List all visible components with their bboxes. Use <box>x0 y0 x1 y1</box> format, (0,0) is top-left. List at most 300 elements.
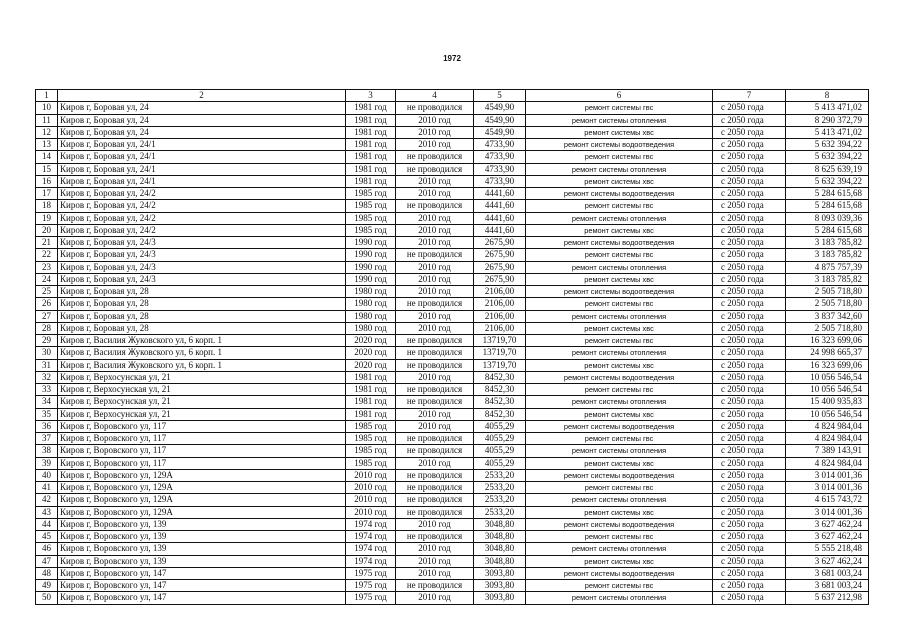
cell-planned-period: с 2050 года <box>713 433 786 445</box>
cell-area: 2106,00 <box>474 286 526 298</box>
cell-address: Киров г, Боровая ул, 24/3 <box>58 249 346 261</box>
cell-row-number: 31 <box>36 359 58 371</box>
cell-planned-period: с 2050 года <box>713 261 786 273</box>
cell-cost: 3 183 785,82 <box>786 237 869 249</box>
cell-construction-year: 1981 год <box>346 151 396 163</box>
cell-row-number: 43 <box>36 506 58 518</box>
cell-address: Киров г, Боровая ул, 24 <box>58 126 346 138</box>
cell-construction-year: 2020 год <box>346 335 396 347</box>
cell-cost: 8 290 372,79 <box>786 114 869 126</box>
cell-cost: 4 824 984,04 <box>786 457 869 469</box>
cell-cost: 5 632 394,22 <box>786 139 869 151</box>
cell-planned-period: с 2050 года <box>713 592 786 604</box>
cell-work-type: ремонт системы водоотведения <box>526 567 713 579</box>
cell-row-number: 47 <box>36 555 58 567</box>
cell-work-type: ремонт системы хвс <box>526 224 713 236</box>
cell-row-number: 21 <box>36 237 58 249</box>
cell-area: 4055,29 <box>474 420 526 432</box>
cell-last-repair-year: 2010 год <box>396 212 474 224</box>
cell-planned-period: с 2050 года <box>713 543 786 555</box>
cell-construction-year: 1981 год <box>346 114 396 126</box>
cell-cost: 2 505 718,80 <box>786 298 869 310</box>
cell-last-repair-year: 2010 год <box>396 188 474 200</box>
cell-row-number: 24 <box>36 273 58 285</box>
cell-planned-period: с 2050 года <box>713 224 786 236</box>
cell-construction-year: 1980 год <box>346 322 396 334</box>
table-row <box>36 555 869 567</box>
cell-cost: 8 625 639,19 <box>786 163 869 175</box>
cell-planned-period: с 2050 года <box>713 371 786 383</box>
cell-area: 2675,90 <box>474 273 526 285</box>
cell-construction-year: 1974 год <box>346 531 396 543</box>
cell-last-repair-year: не проводился <box>396 249 474 261</box>
cell-row-number: 50 <box>36 592 58 604</box>
table-row <box>36 445 869 457</box>
cell-row-number: 19 <box>36 212 58 224</box>
cell-construction-year: 1990 год <box>346 261 396 273</box>
cell-cost: 2 505 718,80 <box>786 322 869 334</box>
cell-construction-year: 1981 год <box>346 175 396 187</box>
cell-construction-year: 2010 год <box>346 469 396 481</box>
table-row <box>36 335 869 347</box>
cell-last-repair-year: 2010 год <box>396 567 474 579</box>
cell-cost: 8 093 039,36 <box>786 212 869 224</box>
cell-planned-period: с 2050 года <box>713 114 786 126</box>
cell-construction-year: 1985 год <box>346 445 396 457</box>
cell-address: Киров г, Воровского ул, 129А <box>58 494 346 506</box>
cell-address: Киров г, Воровского ул, 139 <box>58 518 346 530</box>
cell-construction-year: 1975 год <box>346 580 396 592</box>
cell-construction-year: 1985 год <box>346 188 396 200</box>
cell-construction-year: 1981 год <box>346 384 396 396</box>
cell-row-number: 16 <box>36 175 58 187</box>
cell-cost: 3 014 001,36 <box>786 506 869 518</box>
cell-planned-period: с 2050 года <box>713 494 786 506</box>
cell-work-type: ремонт системы гвс <box>526 151 713 163</box>
cell-last-repair-year: не проводился <box>396 102 474 114</box>
cell-row-number: 39 <box>36 457 58 469</box>
cell-construction-year: 1981 год <box>346 408 396 420</box>
cell-row-number: 15 <box>36 163 58 175</box>
cell-area: 2675,90 <box>474 237 526 249</box>
cell-construction-year: 1985 год <box>346 212 396 224</box>
table-header-row <box>36 90 869 102</box>
cell-work-type: ремонт системы хвс <box>526 506 713 518</box>
cell-area: 4733,90 <box>474 151 526 163</box>
cell-row-number: 23 <box>36 261 58 273</box>
table-row <box>36 286 869 298</box>
cell-construction-year: 1990 год <box>346 249 396 261</box>
cell-construction-year: 1985 год <box>346 433 396 445</box>
table-row <box>36 543 869 555</box>
cell-row-number: 26 <box>36 298 58 310</box>
column-header: 2 <box>58 90 346 102</box>
cell-row-number: 36 <box>36 420 58 432</box>
cell-address: Киров г, Боровая ул, 28 <box>58 322 346 334</box>
cell-work-type: ремонт системы отопления <box>526 261 713 273</box>
cell-planned-period: с 2050 года <box>713 518 786 530</box>
cell-address: Киров г, Боровая ул, 24/1 <box>58 139 346 151</box>
cell-planned-period: с 2050 года <box>713 420 786 432</box>
column-header: 6 <box>526 90 713 102</box>
cell-area: 4055,29 <box>474 445 526 457</box>
cell-work-type: ремонт системы гвс <box>526 482 713 494</box>
cell-last-repair-year: 2010 год <box>396 543 474 555</box>
cell-planned-period: с 2050 года <box>713 482 786 494</box>
cell-cost: 3 837 342,60 <box>786 310 869 322</box>
table-row <box>36 237 869 249</box>
cell-work-type: ремонт системы водоотведения <box>526 371 713 383</box>
cell-address: Киров г, Боровая ул, 24 <box>58 102 346 114</box>
cell-work-type: ремонт системы отопления <box>526 494 713 506</box>
cell-construction-year: 1985 год <box>346 200 396 212</box>
cell-row-number: 22 <box>36 249 58 261</box>
cell-area: 2533,20 <box>474 494 526 506</box>
column-header: 5 <box>474 90 526 102</box>
cell-cost: 5 555 218,48 <box>786 543 869 555</box>
cell-last-repair-year: не проводился <box>396 347 474 359</box>
table-row <box>36 433 869 445</box>
table-row <box>36 506 869 518</box>
cell-row-number: 49 <box>36 580 58 592</box>
cell-area: 3048,80 <box>474 531 526 543</box>
table-row <box>36 298 869 310</box>
cell-work-type: ремонт системы хвс <box>526 322 713 334</box>
cell-last-repair-year: не проводился <box>396 494 474 506</box>
cell-work-type: ремонт системы хвс <box>526 457 713 469</box>
cell-last-repair-year: 2010 год <box>396 261 474 273</box>
table-row <box>36 200 869 212</box>
cell-cost: 5 284 615,68 <box>786 224 869 236</box>
cell-last-repair-year: не проводился <box>396 445 474 457</box>
cell-row-number: 37 <box>36 433 58 445</box>
cell-last-repair-year: 2010 год <box>396 322 474 334</box>
column-header: 4 <box>396 90 474 102</box>
cell-construction-year: 1974 год <box>346 555 396 567</box>
cell-address: Киров г, Воровского ул, 139 <box>58 543 346 555</box>
cell-area: 13719,70 <box>474 335 526 347</box>
cell-row-number: 12 <box>36 126 58 138</box>
cell-address: Киров г, Боровая ул, 24/3 <box>58 261 346 273</box>
cell-planned-period: с 2050 года <box>713 359 786 371</box>
cell-row-number: 48 <box>36 567 58 579</box>
cell-address: Киров г, Воровского ул, 117 <box>58 420 346 432</box>
cell-last-repair-year: 2010 год <box>396 371 474 383</box>
cell-address: Киров г, Боровая ул, 24/3 <box>58 237 346 249</box>
cell-address: Киров г, Верхосунская ул, 21 <box>58 384 346 396</box>
cell-row-number: 42 <box>36 494 58 506</box>
table-row <box>36 163 869 175</box>
cell-row-number: 46 <box>36 543 58 555</box>
table-row <box>36 322 869 334</box>
cell-last-repair-year: не проводился <box>396 396 474 408</box>
cell-address: Киров г, Василия Жуковского ул, 6 корп. 1 <box>58 359 346 371</box>
cell-address: Киров г, Василия Жуковского ул, 6 корп. 1 <box>58 347 346 359</box>
cell-row-number: 28 <box>36 322 58 334</box>
cell-work-type: ремонт системы водоотведения <box>526 139 713 151</box>
cell-area: 8452,30 <box>474 408 526 420</box>
cell-planned-period: с 2050 года <box>713 531 786 543</box>
cell-planned-period: с 2050 года <box>713 286 786 298</box>
cell-work-type: ремонт системы гвс <box>526 249 713 261</box>
cell-construction-year: 2020 год <box>346 347 396 359</box>
cell-work-type: ремонт системы хвс <box>526 408 713 420</box>
cell-last-repair-year: не проводился <box>396 469 474 481</box>
cell-cost: 5 413 471,02 <box>786 102 869 114</box>
cell-row-number: 45 <box>36 531 58 543</box>
table-row <box>36 384 869 396</box>
cell-planned-period: с 2050 года <box>713 469 786 481</box>
cell-cost: 4 824 984,04 <box>786 420 869 432</box>
cell-work-type: ремонт системы хвс <box>526 555 713 567</box>
cell-cost: 15 400 935,83 <box>786 396 869 408</box>
cell-work-type: ремонт системы отопления <box>526 543 713 555</box>
cell-planned-period: с 2050 года <box>713 335 786 347</box>
cell-area: 3093,80 <box>474 567 526 579</box>
cell-last-repair-year: 2010 год <box>396 592 474 604</box>
cell-area: 4733,90 <box>474 139 526 151</box>
cell-last-repair-year: не проводился <box>396 580 474 592</box>
table-row <box>36 469 869 481</box>
cell-work-type: ремонт системы отопления <box>526 212 713 224</box>
table-row <box>36 310 869 322</box>
cell-cost: 24 998 665,37 <box>786 347 869 359</box>
cell-construction-year: 2010 год <box>346 494 396 506</box>
cell-address: Киров г, Воровского ул, 139 <box>58 531 346 543</box>
cell-last-repair-year: 2010 год <box>396 555 474 567</box>
cell-construction-year: 1990 год <box>346 273 396 285</box>
cell-row-number: 20 <box>36 224 58 236</box>
cell-planned-period: с 2050 года <box>713 322 786 334</box>
cell-work-type: ремонт системы гвс <box>526 335 713 347</box>
cell-cost: 5 284 615,68 <box>786 188 869 200</box>
cell-planned-period: с 2050 года <box>713 457 786 469</box>
cell-address: Киров г, Воровского ул, 147 <box>58 592 346 604</box>
cell-row-number: 17 <box>36 188 58 200</box>
cell-work-type: ремонт системы гвс <box>526 531 713 543</box>
table-row <box>36 212 869 224</box>
cell-cost: 4 875 757,39 <box>786 261 869 273</box>
cell-cost: 7 389 143,91 <box>786 445 869 457</box>
cell-row-number: 35 <box>36 408 58 420</box>
cell-work-type: ремонт системы отопления <box>526 396 713 408</box>
cell-area: 2106,00 <box>474 322 526 334</box>
cell-planned-period: с 2050 года <box>713 175 786 187</box>
table-row <box>36 592 869 604</box>
cell-cost: 3 183 785,82 <box>786 249 869 261</box>
cell-area: 8452,30 <box>474 371 526 383</box>
cell-area: 2106,00 <box>474 310 526 322</box>
cell-row-number: 38 <box>36 445 58 457</box>
cell-work-type: ремонт системы отопления <box>526 347 713 359</box>
cell-area: 2675,90 <box>474 261 526 273</box>
cell-last-repair-year: не проводился <box>396 335 474 347</box>
cell-address: Киров г, Воровского ул, 117 <box>58 445 346 457</box>
repair-schedule-table <box>35 89 869 605</box>
cell-construction-year: 1974 год <box>346 518 396 530</box>
cell-last-repair-year: 2010 год <box>396 224 474 236</box>
table-row <box>36 494 869 506</box>
table-row <box>36 420 869 432</box>
cell-address: Киров г, Боровая ул, 28 <box>58 286 346 298</box>
cell-last-repair-year: не проводился <box>396 359 474 371</box>
cell-row-number: 18 <box>36 200 58 212</box>
cell-cost: 3 183 785,82 <box>786 273 869 285</box>
cell-last-repair-year: не проводился <box>396 298 474 310</box>
cell-area: 2675,90 <box>474 249 526 261</box>
cell-address: Киров г, Боровая ул, 28 <box>58 310 346 322</box>
cell-row-number: 29 <box>36 335 58 347</box>
cell-cost: 3 627 462,24 <box>786 555 869 567</box>
table-row <box>36 371 869 383</box>
cell-last-repair-year: не проводился <box>396 163 474 175</box>
cell-construction-year: 1981 год <box>346 139 396 151</box>
cell-address: Киров г, Боровая ул, 24/3 <box>58 273 346 285</box>
cell-address: Киров г, Василия Жуковского ул, 6 корп. 1 <box>58 335 346 347</box>
cell-area: 4055,29 <box>474 457 526 469</box>
table-row <box>36 249 869 261</box>
cell-construction-year: 2010 год <box>346 482 396 494</box>
cell-planned-period: с 2050 года <box>713 445 786 457</box>
cell-area: 4733,90 <box>474 175 526 187</box>
cell-area: 3048,80 <box>474 555 526 567</box>
table-row <box>36 531 869 543</box>
cell-work-type: ремонт системы отопления <box>526 592 713 604</box>
cell-work-type: ремонт системы отопления <box>526 310 713 322</box>
cell-address: Киров г, Воровского ул, 117 <box>58 433 346 445</box>
cell-work-type: ремонт системы хвс <box>526 175 713 187</box>
cell-construction-year: 1981 год <box>346 126 396 138</box>
cell-cost: 16 323 699,06 <box>786 335 869 347</box>
cell-last-repair-year: 2010 год <box>396 114 474 126</box>
cell-address: Киров г, Воровского ул, 147 <box>58 567 346 579</box>
column-header: 7 <box>713 90 786 102</box>
cell-area: 4549,90 <box>474 102 526 114</box>
cell-construction-year: 1981 год <box>346 396 396 408</box>
cell-address: Киров г, Воровского ул, 129А <box>58 469 346 481</box>
cell-area: 2106,00 <box>474 298 526 310</box>
cell-work-type: ремонт системы хвс <box>526 359 713 371</box>
cell-planned-period: с 2050 года <box>713 126 786 138</box>
cell-construction-year: 1980 год <box>346 310 396 322</box>
table-row <box>36 567 869 579</box>
cell-construction-year: 1975 год <box>346 592 396 604</box>
cell-row-number: 32 <box>36 371 58 383</box>
cell-area: 3048,80 <box>474 543 526 555</box>
table-row <box>36 457 869 469</box>
cell-planned-period: с 2050 года <box>713 396 786 408</box>
column-header: 1 <box>36 90 58 102</box>
cell-area: 3048,80 <box>474 518 526 530</box>
cell-last-repair-year: 2010 год <box>396 286 474 298</box>
cell-area: 2533,20 <box>474 506 526 518</box>
cell-cost: 3 014 001,36 <box>786 469 869 481</box>
cell-work-type: ремонт системы водоотведения <box>526 518 713 530</box>
table-row <box>36 224 869 236</box>
cell-cost: 5 284 615,68 <box>786 200 869 212</box>
cell-construction-year: 1980 год <box>346 286 396 298</box>
cell-cost: 10 056 546,54 <box>786 408 869 420</box>
cell-row-number: 27 <box>36 310 58 322</box>
cell-work-type: ремонт системы гвс <box>526 200 713 212</box>
cell-cost: 10 056 546,54 <box>786 384 869 396</box>
cell-planned-period: с 2050 года <box>713 163 786 175</box>
cell-area: 4441,60 <box>474 224 526 236</box>
cell-planned-period: с 2050 года <box>713 200 786 212</box>
cell-address: Киров г, Боровая ул, 24/1 <box>58 151 346 163</box>
cell-row-number: 41 <box>36 482 58 494</box>
cell-cost: 3 681 003,24 <box>786 567 869 579</box>
cell-area: 3093,80 <box>474 580 526 592</box>
column-header: 3 <box>346 90 396 102</box>
cell-construction-year: 1981 год <box>346 163 396 175</box>
table-row <box>36 396 869 408</box>
cell-address: Киров г, Боровая ул, 28 <box>58 298 346 310</box>
cell-work-type: ремонт системы гвс <box>526 102 713 114</box>
cell-work-type: ремонт системы водоотведения <box>526 237 713 249</box>
cell-cost: 2 505 718,80 <box>786 286 869 298</box>
cell-last-repair-year: не проводился <box>396 506 474 518</box>
cell-construction-year: 1985 год <box>346 420 396 432</box>
table-row <box>36 114 869 126</box>
cell-planned-period: с 2050 года <box>713 102 786 114</box>
cell-area: 4055,29 <box>474 433 526 445</box>
cell-row-number: 34 <box>36 396 58 408</box>
table-row <box>36 151 869 163</box>
cell-cost: 5 413 471,02 <box>786 126 869 138</box>
cell-address: Киров г, Боровая ул, 24/2 <box>58 200 346 212</box>
cell-cost: 5 637 212,98 <box>786 592 869 604</box>
cell-planned-period: с 2050 года <box>713 408 786 420</box>
cell-row-number: 10 <box>36 102 58 114</box>
cell-planned-period: с 2050 года <box>713 555 786 567</box>
cell-work-type: ремонт системы хвс <box>526 126 713 138</box>
cell-planned-period: с 2050 года <box>713 506 786 518</box>
cell-row-number: 40 <box>36 469 58 481</box>
cell-planned-period: с 2050 года <box>713 237 786 249</box>
cell-address: Киров г, Боровая ул, 24/2 <box>58 188 346 200</box>
cell-planned-period: с 2050 года <box>713 249 786 261</box>
table-row <box>36 188 869 200</box>
cell-last-repair-year: 2010 год <box>396 457 474 469</box>
cell-last-repair-year: 2010 год <box>396 139 474 151</box>
cell-last-repair-year: не проводился <box>396 531 474 543</box>
cell-row-number: 13 <box>36 139 58 151</box>
cell-row-number: 14 <box>36 151 58 163</box>
cell-last-repair-year: 2010 год <box>396 273 474 285</box>
cell-cost: 10 056 546,54 <box>786 371 869 383</box>
cell-construction-year: 1980 год <box>346 298 396 310</box>
cell-planned-period: с 2050 года <box>713 310 786 322</box>
cell-cost: 4 615 743,72 <box>786 494 869 506</box>
table-body <box>36 102 869 604</box>
cell-row-number: 33 <box>36 384 58 396</box>
cell-area: 8452,30 <box>474 384 526 396</box>
cell-planned-period: с 2050 года <box>713 151 786 163</box>
cell-last-repair-year: 2010 год <box>396 310 474 322</box>
table-row <box>36 273 869 285</box>
table-row <box>36 359 869 371</box>
cell-work-type: ремонт системы водоотведения <box>526 286 713 298</box>
cell-work-type: ремонт системы отопления <box>526 114 713 126</box>
cell-area: 2533,20 <box>474 482 526 494</box>
cell-last-repair-year: 2010 год <box>396 420 474 432</box>
page-number: 1972 <box>443 54 461 63</box>
cell-planned-period: с 2050 года <box>713 273 786 285</box>
table-row <box>36 518 869 530</box>
cell-row-number: 11 <box>36 114 58 126</box>
cell-work-type: ремонт системы хвс <box>526 273 713 285</box>
